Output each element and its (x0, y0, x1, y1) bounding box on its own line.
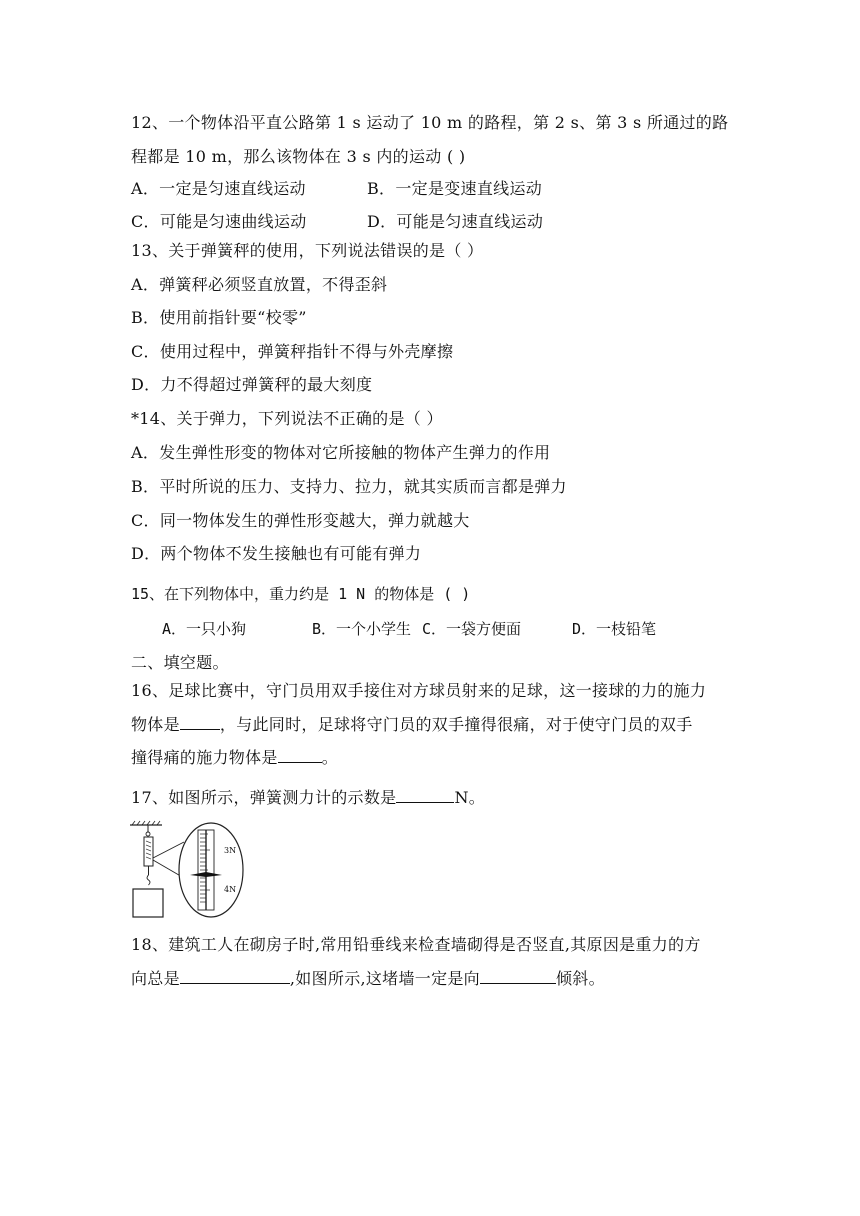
q18-line2-middle: ,如图所示,这堵墙一定是向 (289, 969, 480, 988)
q12-option-c: C．可能是匀速曲线运动 (131, 212, 307, 231)
q16-line2-prefix: 物体是 (131, 715, 180, 734)
q12-option-d: D．可能是匀速直线运动 (367, 212, 544, 231)
q16-line3 (131, 747, 338, 769)
q14-option-a: A．发生弹性形变的物体对它所接触的物体产生弹力的作用 (131, 443, 551, 462)
q18-line2 (131, 968, 605, 990)
q17-line (131, 787, 485, 809)
q16-line2-suffix: ，与此同时，足球将守门员的双手撞得很痛，对于使守门员的双手 (219, 715, 693, 734)
section-fill-in-heading: 二、填空题。 (131, 653, 229, 672)
q16-answer-blank-1[interactable] (180, 715, 220, 730)
q14-stem: *14、关于弹力，下列说法不正确的是（ ） (131, 409, 443, 428)
q18-answer-blank-2[interactable] (480, 969, 556, 984)
q16-answer-blank-2[interactable] (278, 748, 322, 763)
q17-prefix: 17、如图所示，弹簧测力计的示数是 (131, 788, 397, 807)
magnified-scale-view (179, 823, 243, 917)
q16-line3-prefix: 撞得痛的施力物体是 (131, 748, 278, 767)
q18-line1: 18、建筑工人在砌房子时,常用铅垂线来检查墙砌得是否竖直,其原因是重力的方 (131, 935, 701, 954)
spring-scale-figure (128, 820, 246, 920)
q15-option-a: A．一只小狗 (162, 620, 247, 638)
q13-option-c: C．使用过程中，弹簧秤指针不得与外壳摩擦 (131, 342, 454, 361)
scale-label-3n: 3N (224, 846, 237, 855)
ceiling-support (130, 821, 162, 825)
q12-stem-line2: 程都是 10 m，那么该物体在 3 s 内的运动 ( ) (131, 147, 466, 166)
q14-option-c: C．同一物体发生的弹性形变越大，弹力就越大 (131, 511, 470, 530)
hanging-weight (133, 889, 163, 917)
q15-options-row (162, 618, 656, 640)
q12-stem-line1: 12、一个物体沿平直公路第 1 s 运动了 10 m 的路程，第 2 s、第 3 s 所通过的路 (131, 113, 729, 132)
q13-option-a: A．弹簧秤必须竖直放置，不得歪斜 (131, 275, 388, 294)
q16-line2 (131, 714, 693, 736)
q16-line3-suffix: 。 (321, 748, 339, 767)
q12-option-a: A．一定是匀速直线运动 (131, 179, 306, 198)
q15-option-b: B．一个小学生 (312, 620, 412, 638)
q13-option-d: D．力不得超过弹簧秤的最大刻度 (131, 375, 373, 394)
q16-line1: 16、足球比赛中，守门员用双手接住对方球员射来的足球，这一接球的力的施力 (131, 681, 707, 700)
q18-line2-suffix: 倾斜。 (555, 969, 605, 988)
q12-options-row2 (131, 211, 731, 233)
q15-option-d: D．一枝铅笔 (572, 620, 657, 638)
q15-option-c: C．一袋方便面 (422, 620, 522, 638)
q18-answer-blank-1[interactable] (180, 969, 290, 984)
scale-label-4n: 4N (224, 885, 237, 894)
q14-option-b: B．平时所说的压力、支持力、拉力，就其实质而言都是弹力 (131, 477, 567, 496)
q15-stem: 15、在下列物体中，重力约是 1 N 的物体是 ( ) (131, 585, 471, 603)
q18-line2-prefix: 向总是 (131, 969, 180, 988)
q13-stem: 13、关于弹簧秤的使用，下列说法错误的是（ ） (131, 241, 484, 260)
q17-suffix: N。 (454, 788, 486, 807)
q14-option-d: D．两个物体不发生接触也有可能有弹力 (131, 544, 422, 563)
callout-line-top (153, 842, 184, 858)
q17-answer-blank[interactable] (396, 788, 454, 803)
q12-options-row1 (131, 178, 731, 200)
spring-scale (144, 825, 153, 885)
q12-option-b: B．一定是变速直线运动 (367, 179, 543, 198)
q13-option-b: B．使用前指针要“校零” (131, 308, 307, 327)
